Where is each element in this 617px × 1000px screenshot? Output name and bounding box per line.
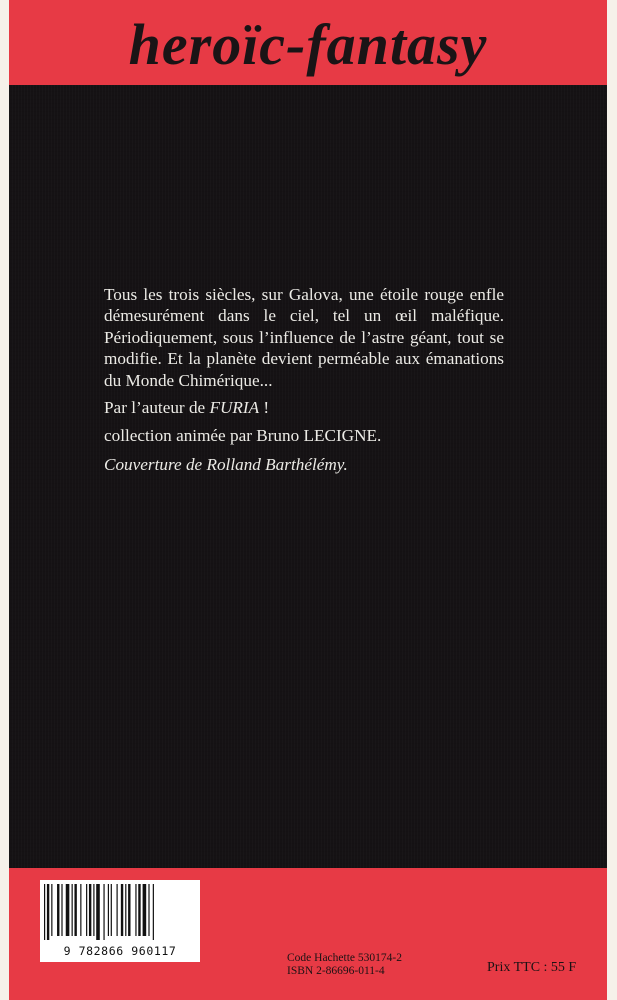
barcode-bar	[86, 884, 87, 936]
author-prefix: Par l’auteur de	[104, 398, 206, 418]
author-line	[104, 397, 504, 418]
price: Prix TTC : 55 F	[487, 960, 577, 975]
isbn: ISBN 2-86696-011-4	[287, 965, 385, 977]
barcode-bar	[125, 884, 126, 936]
barcode-bar	[96, 884, 100, 940]
barcode-bar	[108, 884, 109, 936]
barcode-bar	[44, 884, 45, 940]
barcode	[40, 880, 200, 962]
barcode-bars	[40, 880, 200, 940]
barcode-bar	[143, 884, 147, 936]
barcode-bar	[80, 884, 81, 936]
author-suffix: !	[259, 398, 270, 418]
synopsis-paragraph: Tous les trois siècles, sur Galova, une étoile rouge enfle démesurément dans le ciel, tel un œil maléfique. Périodiquement, sous l’influence de l’astre géant, tout se modifie. Et la planète devient perméable aux émanations du Monde Chimérique...	[104, 285, 504, 390]
black-panel	[9, 85, 607, 868]
publisher-codes	[287, 952, 402, 978]
code-hachette: Code Hachette 530174-2	[287, 952, 402, 964]
author-work: FURIA	[209, 398, 260, 418]
barcode-number: 9 782866 960117	[63, 944, 177, 958]
barcode-bar	[89, 884, 91, 936]
barcode-bar	[148, 884, 149, 936]
barcode-bar	[103, 884, 104, 940]
barcode-bar	[57, 884, 59, 936]
barcode-bar	[51, 884, 52, 936]
collection-credit: collection animée par Bruno LECIGNE.	[104, 426, 382, 446]
barcode-bar	[135, 884, 136, 936]
barcode-bar	[128, 884, 130, 936]
cover-credit: Couverture de Rolland Barthélémy.	[104, 454, 348, 474]
barcode-bar	[47, 884, 49, 940]
barcode-bar	[66, 884, 70, 936]
barcode-bar	[138, 884, 140, 936]
barcode-bar	[72, 884, 73, 936]
barcode-bar	[153, 884, 154, 940]
barcode-bar	[74, 884, 76, 936]
collection-title: heroïc-fantasy	[128, 12, 488, 77]
barcode-bar	[117, 884, 118, 936]
back-cover	[9, 0, 607, 1000]
barcode-bar	[111, 884, 112, 936]
barcode-bar	[61, 884, 62, 936]
barcode-bar	[121, 884, 123, 936]
barcode-bar	[93, 884, 94, 936]
blurb	[104, 284, 504, 475]
